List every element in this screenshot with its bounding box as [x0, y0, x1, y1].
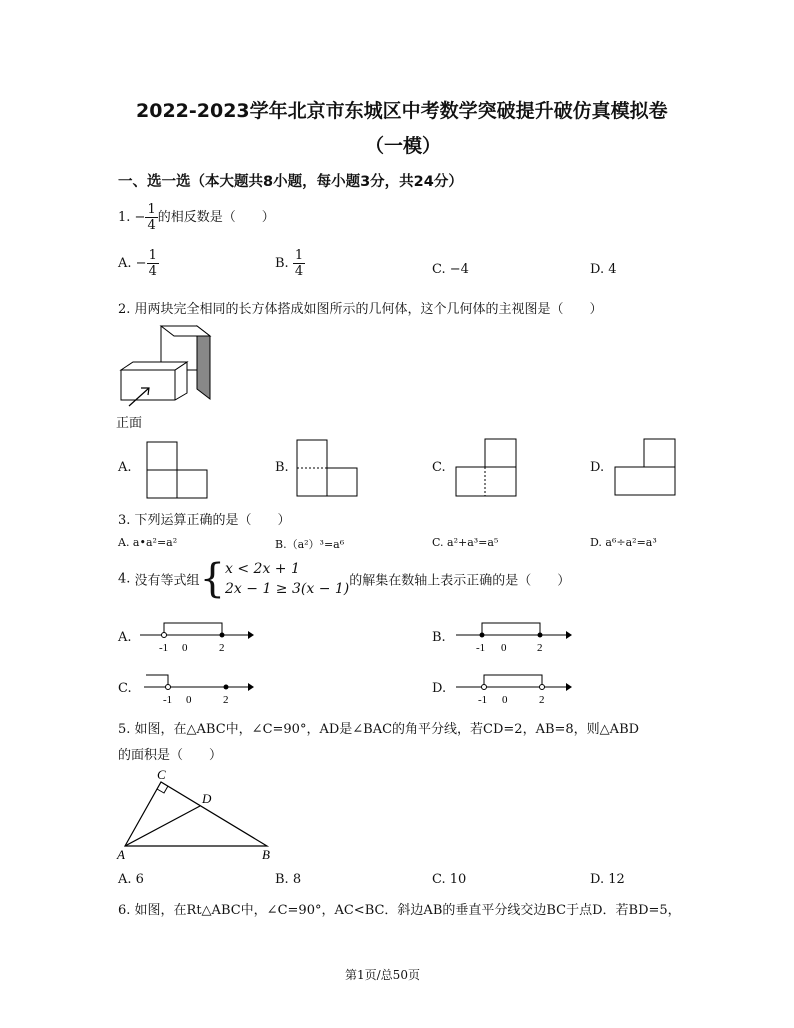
question-text: 下列运算正确的是（ ）: [134, 513, 291, 528]
question-text: 如图，在△ABC中，∠C=90°，AD是∠BAC的角平分线，若CD=2，AB=8，则△ABD: [134, 722, 640, 737]
svg-text:2: 2: [537, 642, 543, 654]
option-b[interactable]: B. 8: [275, 872, 302, 887]
question-5: [118, 718, 639, 737]
option-d[interactable]: D. a⁶÷a²=a³: [590, 536, 657, 549]
front-view-a: [146, 441, 208, 499]
question-number: 5.: [118, 722, 131, 737]
svg-text:-1: -1: [159, 642, 169, 654]
question-number: 1.: [118, 210, 131, 225]
page-subtitle: （一模）: [365, 135, 442, 157]
front-view-c: [455, 438, 517, 498]
svg-text:B: B: [262, 847, 270, 862]
triangle-figure: [115, 766, 285, 864]
svg-text:A: A: [117, 847, 125, 862]
number-line-a: [140, 620, 255, 656]
option-a[interactable]: A.: [118, 630, 132, 645]
option-d[interactable]: D. 12: [590, 872, 625, 887]
svg-text:0: 0: [186, 694, 192, 706]
option-d[interactable]: D. 4: [590, 262, 617, 277]
option-a[interactable]: A. a•a²=a²: [118, 536, 178, 549]
option-b[interactable]: B.: [275, 460, 289, 475]
svg-text:0: 0: [182, 642, 188, 654]
front-label: 正面: [116, 416, 143, 431]
question-5-cont: 的面积是（ ）: [118, 748, 223, 763]
fraction: $\frac{1}{4}$: [147, 202, 156, 233]
option-c[interactable]: C. a²+a³=a⁵: [432, 536, 499, 549]
option-c[interactable]: C.: [118, 681, 132, 696]
option-b[interactable]: B.（a²）³=a⁶: [275, 538, 345, 551]
question-3: [118, 509, 291, 528]
page-footer: 第1页/总50页: [345, 968, 420, 982]
question-1: [118, 202, 275, 233]
number-line-c: [144, 672, 256, 708]
question-6: [118, 899, 681, 918]
question-prefix: 没有等式组: [134, 573, 200, 589]
front-view-b: [296, 439, 358, 497]
option-c[interactable]: C. 10: [432, 872, 467, 887]
brace: {: [199, 556, 226, 602]
option-a[interactable]: A. 6: [118, 872, 144, 887]
front-view-d: [614, 438, 676, 496]
question-number: 6.: [118, 903, 131, 918]
option-c[interactable]: C. −4: [432, 262, 469, 277]
svg-text:2: 2: [219, 642, 225, 654]
svg-text:-1: -1: [163, 694, 173, 706]
question-number: 4.: [118, 571, 131, 587]
option-a[interactable]: A.: [118, 460, 132, 475]
svg-text:0: 0: [502, 694, 508, 706]
option-b[interactable]: B. $\frac{1}{4}$: [275, 248, 304, 279]
svg-text:-1: -1: [478, 694, 488, 706]
section-heading: 一、选一选（本大题共8小题，每小题3分，共24分）: [118, 174, 463, 190]
option-c[interactable]: C.: [432, 460, 446, 475]
question-number: 3.: [118, 513, 131, 528]
number-line-b: [456, 620, 574, 656]
option-b[interactable]: B.: [432, 630, 446, 645]
option-d[interactable]: D.: [590, 460, 605, 475]
option-a[interactable]: A. − $\frac{1}{4}$: [118, 248, 157, 279]
svg-text:0: 0: [501, 642, 507, 654]
question-text: 的相反数是（ ）: [157, 210, 275, 225]
svg-text:C: C: [157, 767, 166, 782]
svg-text:2: 2: [539, 694, 545, 706]
minus-sign: −: [134, 210, 146, 225]
question-text: 用两块完全相同的长方体搭成如图所示的几何体，这个几何体的主视图是（ ）: [134, 302, 603, 317]
geometry-figure: [115, 322, 215, 412]
question-2: [118, 298, 603, 317]
question-text: 如图，在Rt△ABC中，∠C=90°，AC<BC．斜边AB的垂直平分线交边BC于点D．若BD=5，: [134, 903, 681, 918]
question-number: 2.: [118, 302, 131, 317]
number-line-d: [456, 672, 574, 708]
question-4: [118, 556, 571, 602]
svg-text:2: 2: [223, 694, 229, 706]
page-title: 2022-2023学年北京市东城区中考数学突破提升破仿真模拟卷: [136, 100, 668, 122]
svg-text:-1: -1: [476, 642, 486, 654]
svg-text:D: D: [202, 791, 212, 806]
option-d[interactable]: D.: [432, 681, 447, 696]
question-suffix: 的解集在数轴上表示正确的是（ ）: [349, 573, 571, 589]
inequality-system: x < 2x + 1 2x − 1 ≥ 3(x − 1): [225, 561, 350, 597]
